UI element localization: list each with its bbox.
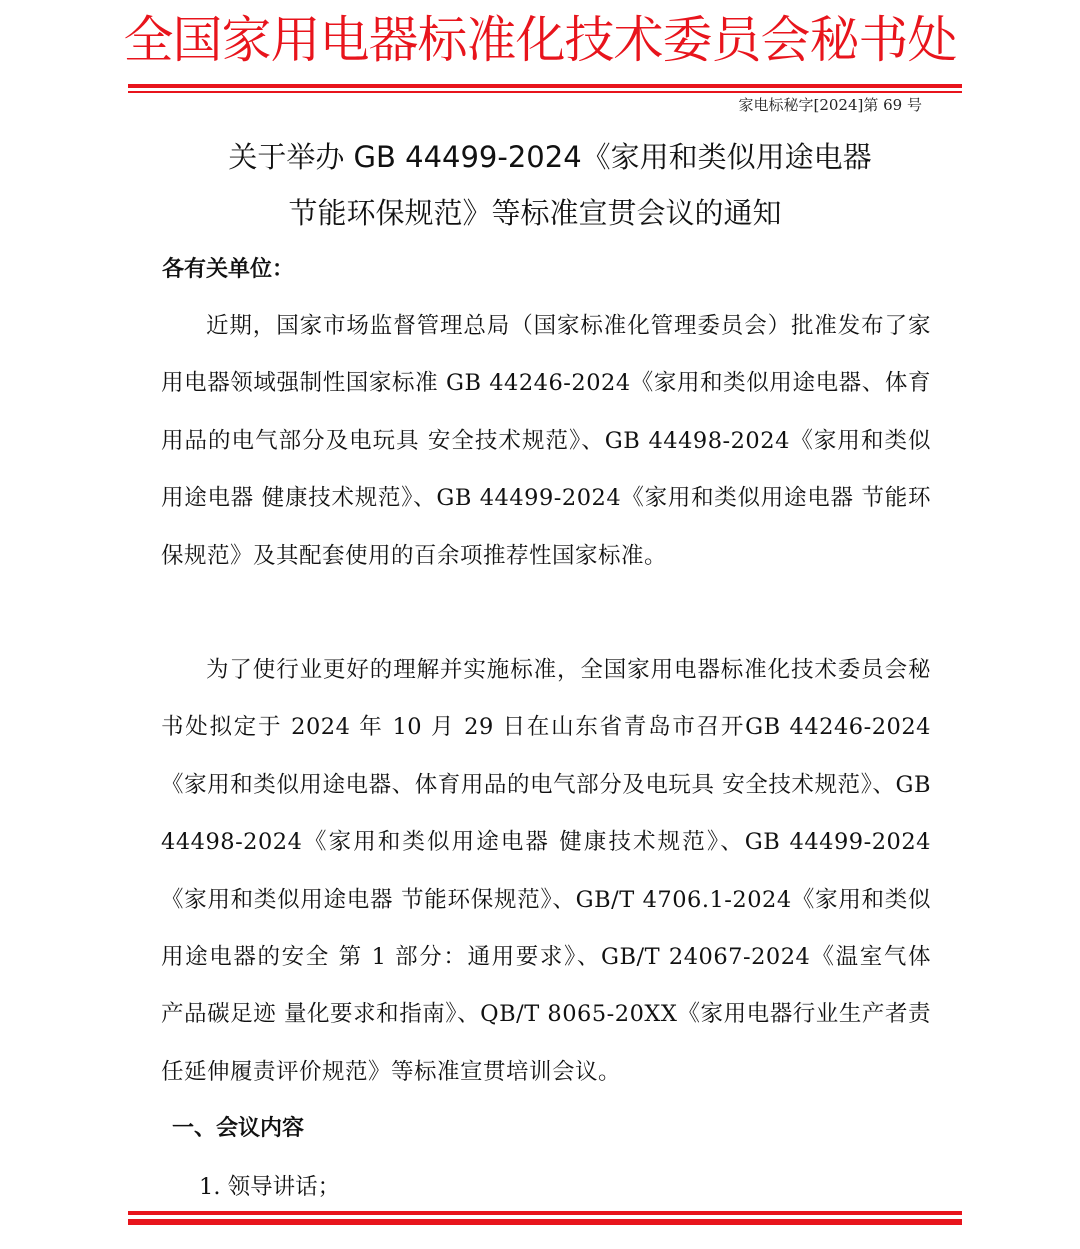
document-title-line-2: 节能环保规范》等标准宣贯会议的通知	[288, 196, 782, 230]
section-heading-meeting-content: 一、会议内容	[172, 1116, 305, 1141]
salutation: 各有关单位：	[162, 257, 295, 282]
document-number: 家电标秘字[2024]第 69 号	[738, 96, 922, 114]
document-title-line-1: 关于举办 GB 44499-2024《家用和类似用途电器	[228, 140, 872, 174]
letterhead-divider-thick	[128, 84, 962, 88]
list-item-leader-speech: 1. 领导讲话；	[199, 1174, 341, 1200]
body-paragraph-1: 近期，国家市场监督管理总局（国家标准化管理委员会）批准发布了家用电器领域强制性国家标准 GB 44246-2024《家用和类似用途电器、体育用品的电气部分及电玩具 安全技术规范》、GB 44498-2024《家用和类似用途电器 健康技术规范》、GB 44499-2024《家用和类似用途电器 节能环保规范》及其配套使用的百余项推荐性国家标准。	[161, 313, 931, 569]
body-paragraph-2: 为了使行业更好的理解并实施标准，全国家用电器标准化技术委员会秘书处拟定于 2024 年 10 月 29 日在山东省青岛市召开GB 44246-2024《家用和类似用途电器、体育用品的电气部分及电玩具 安全技术规范》、GB 44498-2024《家用和类似用途电器 健康技术规范》、GB 44499-2024《家用和类似用途电器 节能环保规范》、GB/T 4706.1-2024《家用和类似用途电器的安全 第 1 部分：通用要求》、GB/T 24067-2024《温室气体 产品碳足迹 量化要求和指南》、QB/T 8065-20XX《家用电器行业生产者责任延伸履责评价规范》等标准宣贯培训会议。	[161, 657, 931, 1085]
footer-divider-thin	[128, 1219, 962, 1225]
footer-divider-thick	[128, 1211, 962, 1215]
letterhead-org-name: 全国家用电器标准化技术委员会秘书处	[123, 11, 957, 69]
letterhead-divider-thin	[128, 91, 962, 93]
